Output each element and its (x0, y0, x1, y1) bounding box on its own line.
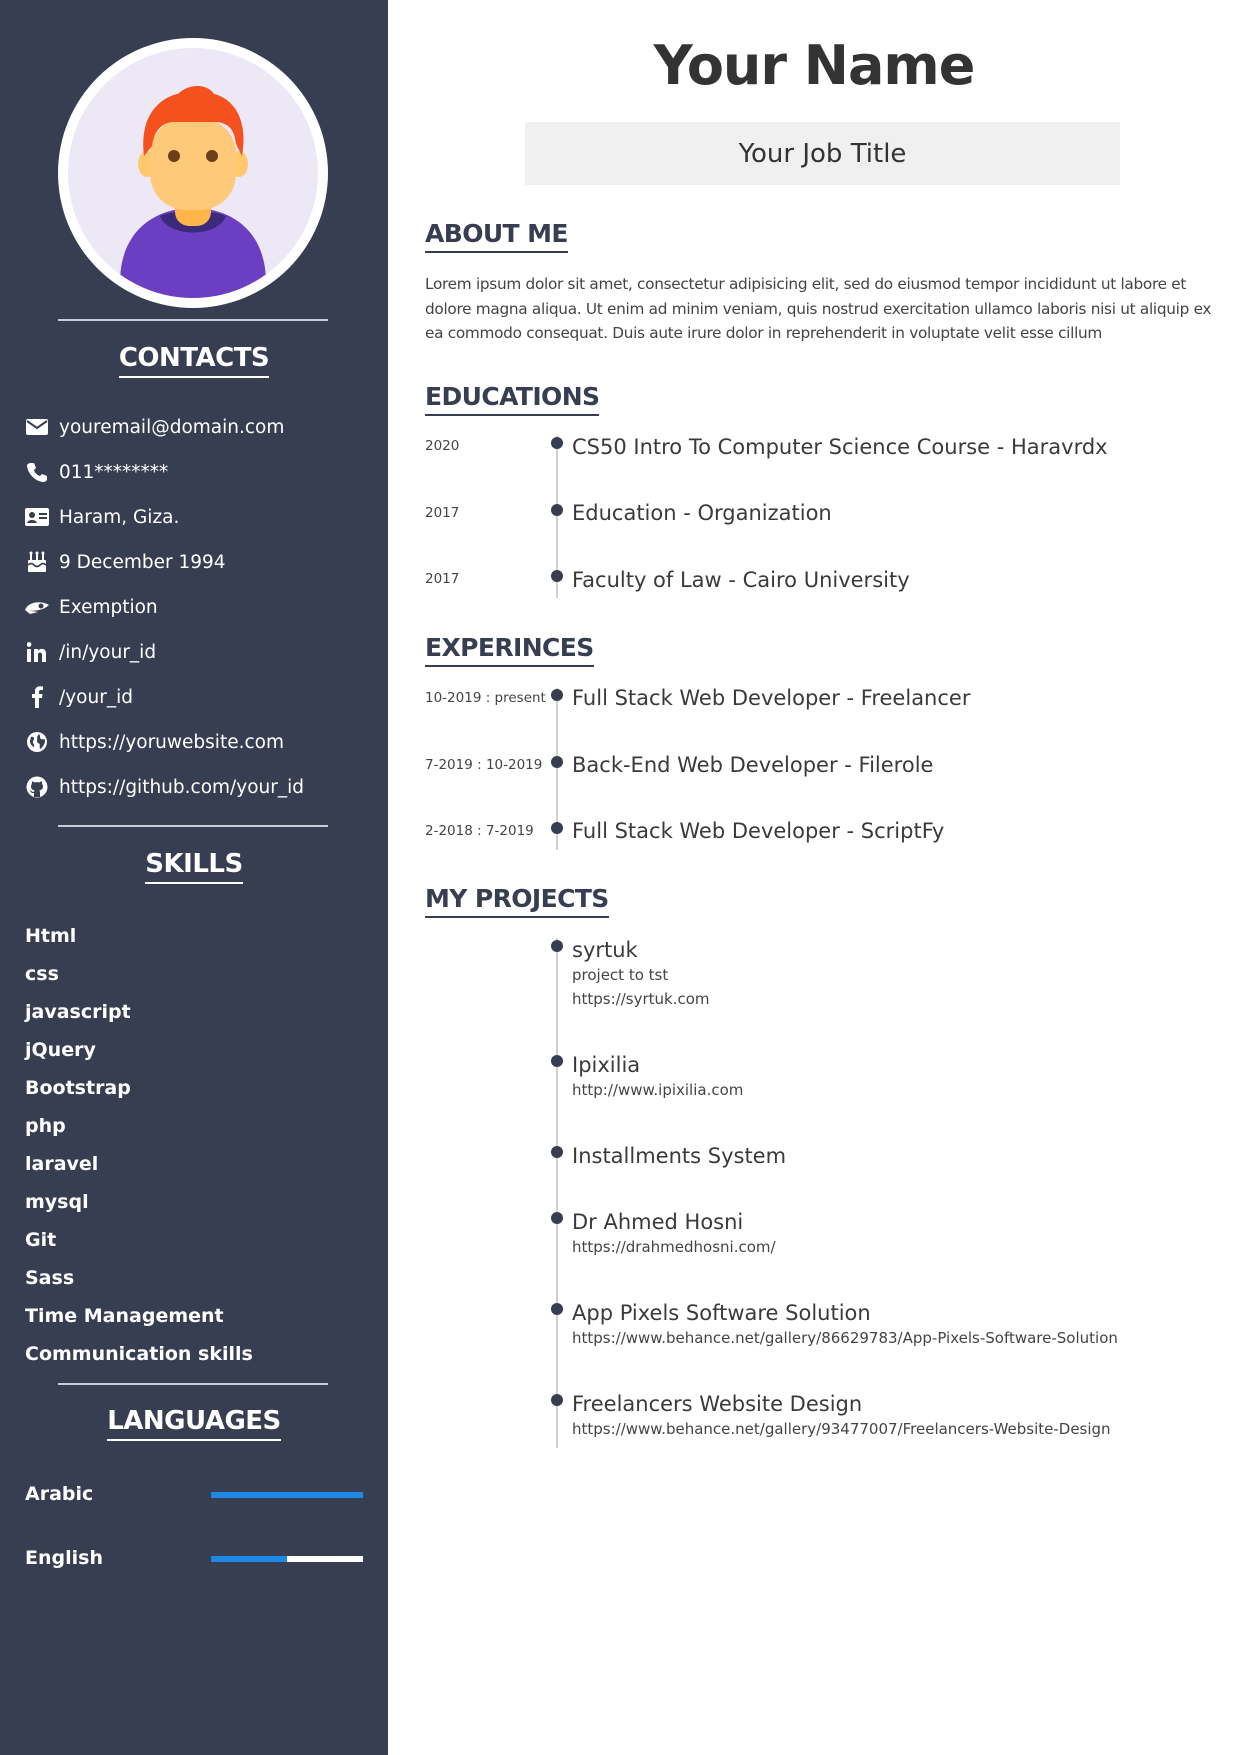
timeline-dot (551, 940, 563, 952)
contact-facebook-text: /your_id (59, 686, 133, 708)
project-name: syrtuk (572, 938, 638, 962)
language-level-bar (211, 1492, 363, 1498)
contacts-heading: CONTACTS (0, 343, 388, 378)
timeline-dot (551, 504, 563, 516)
education-date: 2020 (425, 438, 460, 454)
envelope-icon (24, 414, 50, 440)
experience-date: 10-2019 : present (425, 690, 546, 706)
contact-email-text: youremail@domain.com (59, 416, 285, 438)
project-url[interactable]: https://www.behance.net/gallery/93477007/Freelancers-Website-Design (572, 1420, 1111, 1438)
sidebar (0, 0, 388, 1755)
job-title: Your Job Title (738, 138, 907, 169)
facebook-icon (24, 684, 50, 710)
sidebar-divider (58, 1383, 328, 1385)
timeline-dot (551, 689, 563, 701)
linkedin-icon (24, 639, 50, 665)
education-date: 2017 (425, 571, 460, 587)
project-url[interactable]: http://www.ipixilia.com (572, 1081, 744, 1099)
projects-heading: MY PROJECTS (425, 884, 609, 918)
experience-date: 2-2018 : 7-2019 (425, 823, 534, 839)
timeline-dot (551, 1394, 563, 1406)
contact-phone-text: 011******** (59, 461, 169, 483)
contact-facebook[interactable] (24, 682, 133, 712)
skill-item: php (25, 1115, 66, 1137)
phone-icon (24, 459, 50, 485)
birthday-cake-icon (24, 549, 50, 575)
language-level-fill (211, 1556, 287, 1562)
job-title-box (525, 122, 1120, 185)
project-url[interactable]: https://www.behance.net/gallery/86629783/App-Pixels-Software-Solution (572, 1329, 1118, 1347)
timeline-dot (551, 1146, 563, 1158)
timeline-dot (551, 437, 563, 449)
skill-item: javascript (25, 1001, 131, 1023)
project-name: Installments System (572, 1144, 787, 1168)
contact-birthday-text: 9 December 1994 (59, 551, 226, 573)
sidebar-divider (58, 825, 328, 827)
contact-phone[interactable] (24, 457, 168, 487)
skill-item: mysql (25, 1191, 89, 1213)
contact-birthday (24, 547, 226, 577)
project-description: project to tst (572, 966, 669, 984)
education-item: CS50 Intro To Computer Science Course - Haravrdx (572, 435, 1108, 459)
language-level-fill (211, 1492, 363, 1498)
project-url[interactable]: https://drahmedhosni.com/ (572, 1238, 776, 1256)
skill-item: Sass (25, 1267, 75, 1289)
skill-item: Time Management (25, 1305, 224, 1327)
timeline-dot (551, 822, 563, 834)
projects-timeline-line (556, 938, 558, 1448)
military-cap-icon (24, 594, 50, 620)
skill-item: Communication skills (25, 1343, 253, 1365)
id-card-icon (24, 504, 50, 530)
project-name: Freelancers Website Design (572, 1392, 863, 1416)
skills-heading: SKILLS (0, 849, 388, 884)
experience-item: Full Stack Web Developer - Freelancer (572, 686, 971, 710)
contact-address-text: Haram, Giza. (59, 506, 180, 528)
github-icon (24, 774, 50, 800)
skill-item: laravel (25, 1153, 99, 1175)
language-level-bar (211, 1556, 363, 1562)
contact-website[interactable] (24, 727, 284, 757)
experience-date: 7-2019 : 10-2019 (425, 757, 543, 773)
languages-heading: LANGUAGES (0, 1406, 388, 1441)
experience-heading: EXPERINCES (425, 633, 594, 667)
skill-item: Bootstrap (25, 1077, 131, 1099)
language-name: Arabic (25, 1483, 94, 1505)
language-name: English (25, 1547, 103, 1569)
contact-website-text: https://yoruwebsite.com (59, 731, 284, 753)
project-url[interactable]: https://syrtuk.com (572, 990, 710, 1008)
education-date: 2017 (425, 505, 460, 521)
globe-icon (24, 729, 50, 755)
contact-github[interactable] (24, 772, 304, 802)
skill-item: css (25, 963, 59, 985)
about-text: Lorem ipsum dolor sit amet, consectetur adipisicing elit, sed do eiusmod tempor incididunt ut labore et dolore magna aliqua. Ut enim ad minim veniam, quis nostrud exercitation ullamco laboris nisi ut aliquip ex ea commodo consequat. Duis aute irure dolor in reprehenderit in voluptate velit esse cillum (425, 275, 1212, 342)
avatar-illustration (68, 48, 318, 298)
timeline-dot (551, 1055, 563, 1067)
timeline-dot (551, 570, 563, 582)
education-item: Education - Organization (572, 501, 832, 525)
skill-item: jQuery (25, 1039, 96, 1061)
skill-item: Git (25, 1229, 57, 1251)
timeline-dot (551, 1212, 563, 1224)
contact-github-text: https://github.com/your_id (59, 776, 304, 798)
full-name: Your Name (653, 34, 975, 97)
education-item: Faculty of Law - Cairo University (572, 568, 910, 592)
contact-email[interactable] (24, 412, 284, 442)
contact-linkedin[interactable] (24, 637, 156, 667)
about-heading: ABOUT ME (425, 219, 568, 253)
timeline-dot (551, 756, 563, 768)
contact-address (24, 502, 179, 532)
skill-item: Html (25, 925, 77, 947)
education-heading: EDUCATIONS (425, 382, 599, 416)
project-name: Dr Ahmed Hosni (572, 1210, 744, 1234)
project-name: App Pixels Software Solution (572, 1301, 871, 1325)
experience-item: Full Stack Web Developer - ScriptFy (572, 819, 945, 843)
sidebar-divider (58, 319, 328, 321)
avatar (58, 38, 328, 308)
contact-military (24, 592, 158, 622)
contact-linkedin-text: /in/your_id (59, 641, 157, 663)
project-name: Ipixilia (572, 1053, 641, 1077)
timeline-dot (551, 1303, 563, 1315)
experience-item: Back-End Web Developer - Filerole (572, 753, 934, 777)
contact-military-text: Exemption (59, 596, 158, 618)
